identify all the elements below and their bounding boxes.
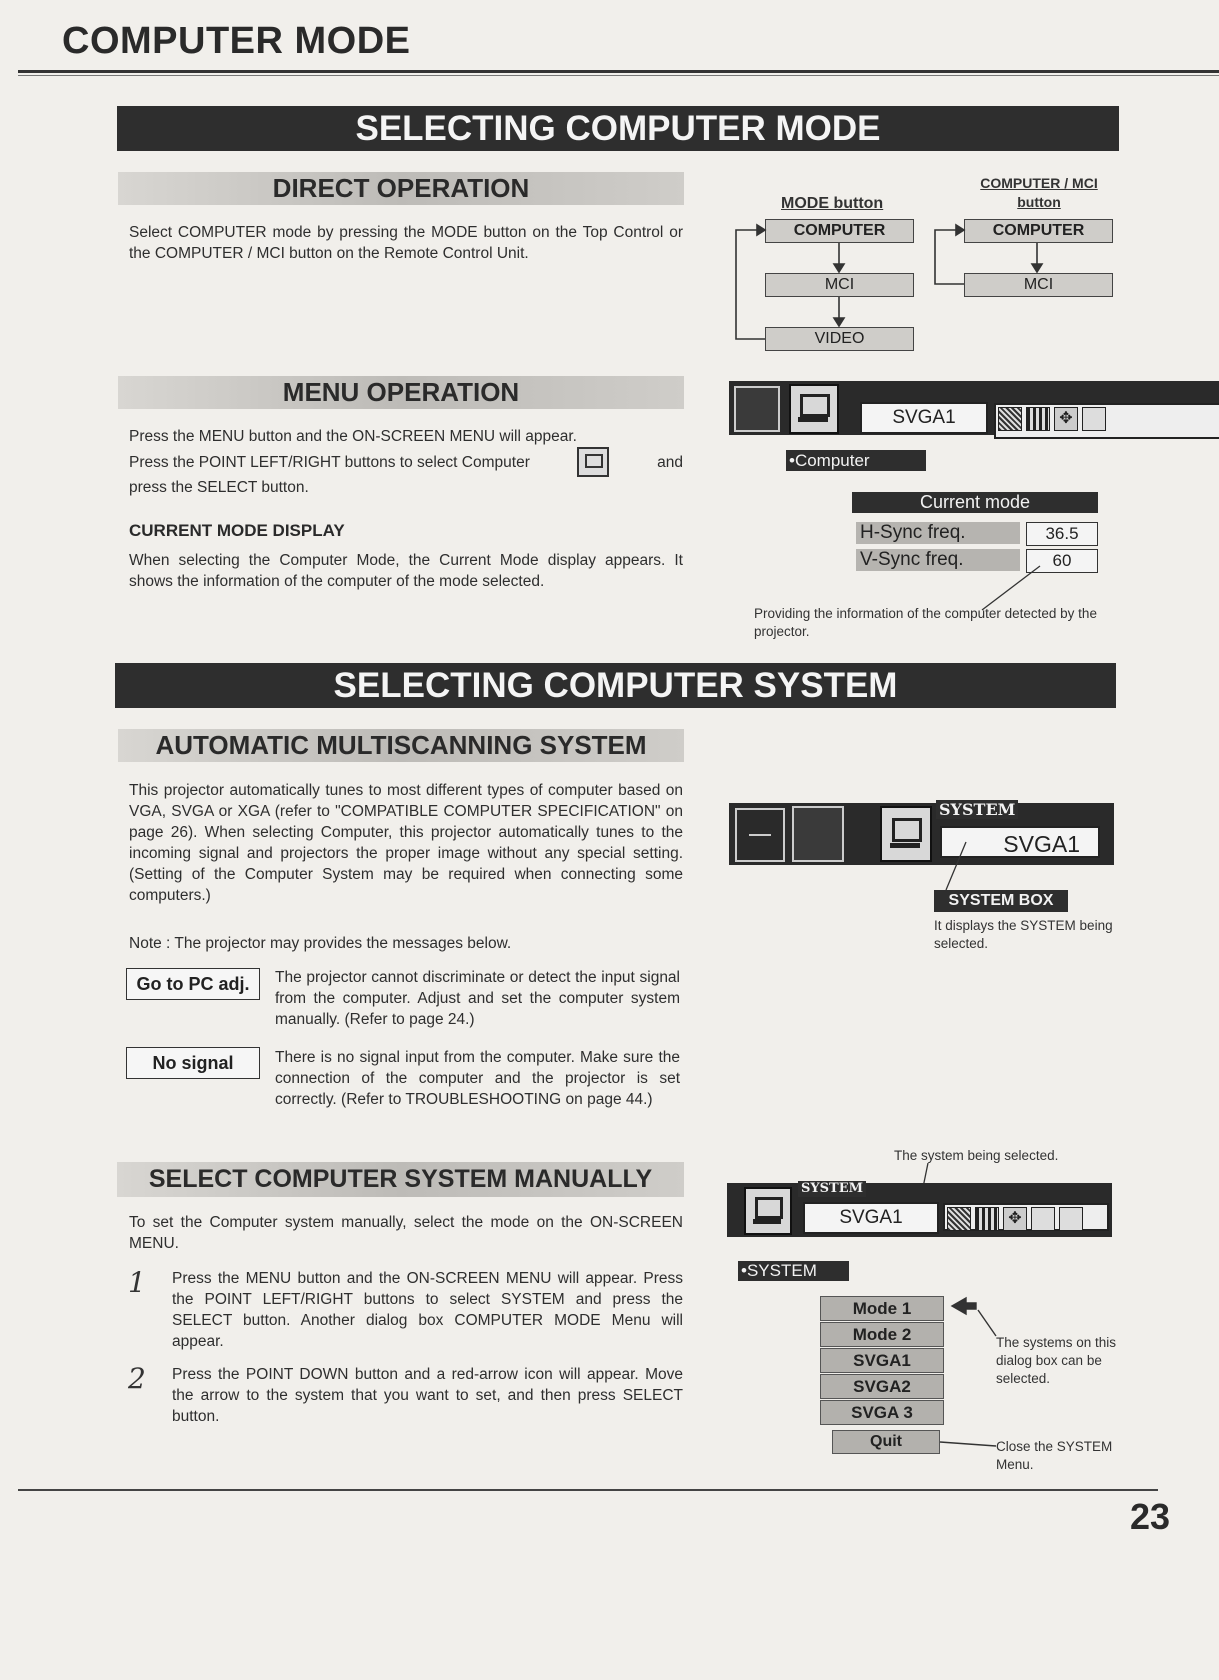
page-title: COMPUTER MODE bbox=[62, 20, 411, 62]
system-menu-item-svga2[interactable]: SVGA2 bbox=[820, 1374, 944, 1399]
msg-no-signal-text: There is no signal input from the computer. Make sure the connection of the computer and the projector is set correctly. (Refer to TROUBLESHOOTING on page 44.) bbox=[275, 1049, 680, 1108]
system-menu-item-svga1[interactable]: SVGA1 bbox=[820, 1348, 944, 1373]
step-1-number: 1 bbox=[128, 1266, 146, 1299]
manual-system-intro: To set the Computer system manually, select the mode on the ON-SCREEN MENU. bbox=[129, 1214, 683, 1252]
hsync-value: 36.5 bbox=[1026, 522, 1098, 546]
direct-operation-text: Select COMPUTER mode by pressing the MODE button on the Top Control or the COMPUTER / MCI button on the Remote Control Unit. bbox=[129, 224, 683, 262]
red-arrow-icon bbox=[952, 1298, 976, 1314]
step-2-text: Press the POINT DOWN button and a red-arrow icon will appear. Move the arrow to the system that you want to set, and then press SELECT button. bbox=[172, 1366, 683, 1425]
step-2-number: 2 bbox=[128, 1362, 146, 1395]
menu-operation-line1: Press the MENU button and the ON-SCREEN MENU will appear. bbox=[129, 428, 577, 445]
menu-operation-line2a: Press the POINT LEFT/RIGHT buttons to select Computer bbox=[129, 453, 530, 471]
page-number: 23 bbox=[1130, 1496, 1171, 1537]
step-1-text: Press the MENU button and the ON-SCREEN MENU will appear. Press the POINT LEFT/RIGHT buttons to select SYSTEM and press the SELECT button. Another dialog box COMPUTER MODE Menu will appear. bbox=[172, 1270, 683, 1350]
menu-operation-line2b: and bbox=[657, 453, 683, 471]
system-box-caption: It displays the SYSTEM being selected. bbox=[934, 918, 1113, 951]
menu-operation-heading: MENU OPERATION bbox=[118, 376, 684, 409]
diagram-remote-computer: COMPUTER bbox=[964, 219, 1113, 243]
osd-computer-label: •Computer bbox=[786, 450, 926, 471]
system-box-label: SYSTEM BOX bbox=[934, 890, 1068, 912]
current-mode-display-text: When selecting the Computer Mode, the Current Mode display appears. It shows the information of the computer of the mode selected. bbox=[129, 552, 683, 590]
hsync-label: H-Sync freq. bbox=[856, 522, 1020, 544]
system-menu-item-mode2[interactable]: Mode 2 bbox=[820, 1322, 944, 1347]
msg-go-to-pc-adj: Go to PC adj. bbox=[126, 968, 260, 1000]
menu-operation-line3: press the SELECT button. bbox=[129, 479, 309, 496]
system-menu-quit-button[interactable]: Quit bbox=[832, 1430, 940, 1454]
direct-operation-heading: DIRECT OPERATION bbox=[118, 172, 684, 205]
diagram-remote-mci: MCI bbox=[964, 273, 1113, 297]
diagram-mode-computer: COMPUTER bbox=[765, 219, 914, 243]
system-menu-items-caption: The systems on this dialog box can be selected. bbox=[996, 1335, 1117, 1386]
current-mode-display-heading: CURRENT MODE DISPLAY bbox=[129, 521, 345, 540]
vsync-value: 60 bbox=[1026, 549, 1098, 573]
osd-manual-system-value: SVGA1 bbox=[803, 1202, 939, 1234]
section-banner-computer-mode: SELECTING COMPUTER MODE bbox=[117, 106, 1119, 151]
msg-go-to-pc-adj-text: The projector cannot discriminate or detect the input signal from the computer. Adjust and set the computer system manually. (Refer to page 24.) bbox=[275, 969, 680, 1028]
vsync-label: V-Sync freq. bbox=[856, 549, 1020, 571]
diagram-remote-label-line2: button bbox=[1017, 194, 1061, 210]
auto-multiscan-note: Note : The projector may provides the messages below. bbox=[129, 935, 512, 952]
section-banner-computer-system: SELECTING COMPUTER SYSTEM bbox=[115, 663, 1116, 708]
osd-system-tag: SYSTEM bbox=[936, 800, 1018, 819]
manual-system-caption-top: The system being selected. bbox=[894, 1148, 1059, 1163]
current-mode-title: Current mode bbox=[852, 492, 1098, 513]
osd-move-icon: ✥ bbox=[1054, 407, 1078, 431]
osd-manual-move-icon: ✥ bbox=[1003, 1207, 1027, 1231]
system-menu-item-mode1[interactable]: Mode 1 bbox=[820, 1296, 944, 1321]
diagram-mode-video: VIDEO bbox=[765, 327, 914, 351]
osd-manual-menu-label: •SYSTEM bbox=[738, 1261, 849, 1281]
manual-system-heading: SELECT COMPUTER SYSTEM MANUALLY bbox=[117, 1162, 684, 1197]
system-menu-quit-caption: Close the SYSTEM Menu. bbox=[996, 1439, 1113, 1472]
current-mode-caption: Providing the information of the computer detected by the projector. bbox=[754, 606, 1097, 639]
auto-multiscan-heading: AUTOMATIC MULTISCANNING SYSTEM bbox=[118, 729, 684, 762]
diagram-mode-button-label: MODE button bbox=[781, 195, 884, 212]
msg-no-signal: No signal bbox=[126, 1047, 260, 1079]
osd-system-box-value: SVGA1 bbox=[940, 826, 1100, 858]
footer-rule bbox=[18, 1489, 1158, 1491]
osd-manual-system-tag: SYSTEM bbox=[798, 1181, 866, 1197]
system-menu-item-svga3[interactable]: SVGA 3 bbox=[820, 1400, 944, 1425]
auto-multiscan-text: This projector automatically tunes to most different types of computer based on VGA, SVGA or XGA (refer to "COMPATIBLE COMPUTER SPECIFICATION" on page 26). When selecting Computer, this projector automatically tunes to the incoming signal and projectors the proper image without any special setting. (Setting of the Computer System may be required when connecting some computers.) bbox=[129, 782, 683, 904]
diagram-mode-mci: MCI bbox=[765, 273, 914, 297]
osd-system-value: SVGA1 bbox=[860, 402, 988, 434]
diagram-remote-label-line1: COMPUTER / MCI bbox=[980, 175, 1098, 191]
